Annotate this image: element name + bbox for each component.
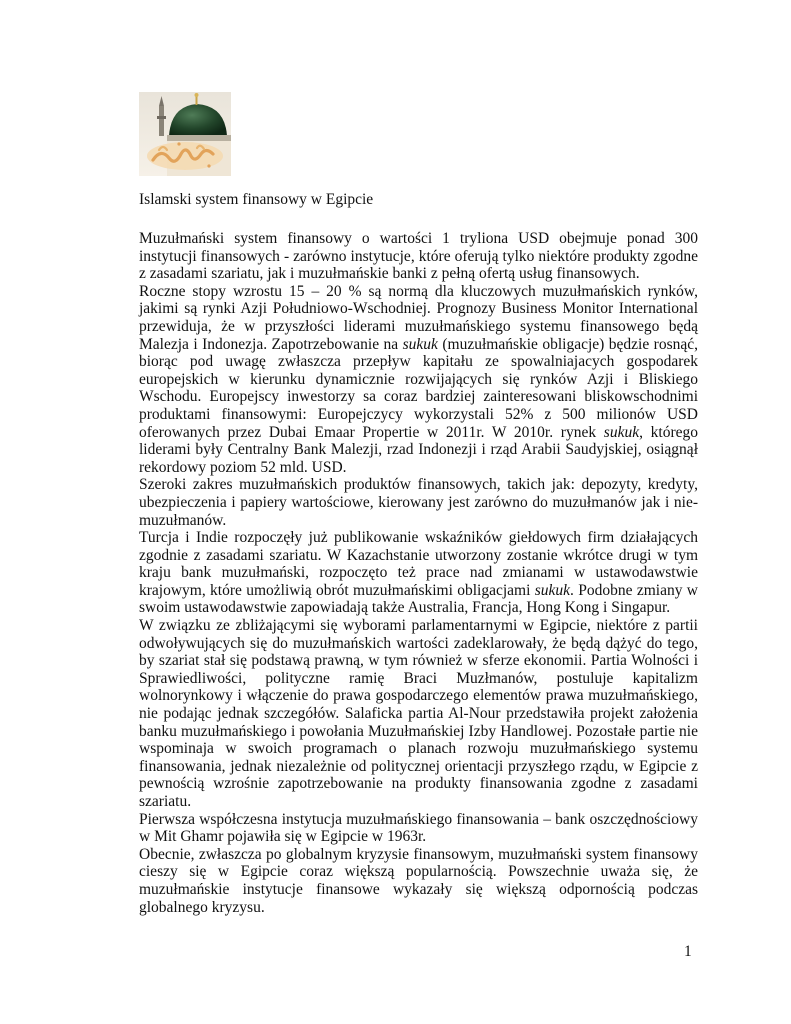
- body-paragraph: [139, 846, 698, 916]
- body-text: [139, 230, 698, 916]
- paragraph-text: , którego liderami były Centralny Bank Malezji, rzad Indonezji i rząd Arabii Saudyjskiej, osiągnął rekordowy poziom 52 mld. USD.: [139, 423, 698, 476]
- paragraph-text: Roczne stopy wzrostu 15 – 20 % są normą dla kluczowych muzułmańskich rynków, jakimi są rynki Azji Południowo-Wschodniej. Prognozy Business Monitor International przewiduja, że w przyszłości liderami muzułmańskiego systemu finansowego będą Malezja i Indonezja. Zapotrzebowanie na: [139, 282, 698, 353]
- italic-term: sukuk: [402, 335, 438, 353]
- paragraph-text: W związku ze zbliżającymi się wyborami parlamentarnymi w Egipcie, niektóre z partii odwoływujących się do muzułmańskich wartości zadeklarowały, że będą dążyć do tego, by szariat stał się podstawą prawną, w tym również w sferze ekonomii. Partia Wolności i Sprawiedliwości, polityczne ramię Braci Muzłmanów, postuluje kapitalizm wolnorynkowy i włączenie do prawa gospodarczego elementów prawa muzułmańskiego, nie podając jednak szczegółów. Salaficka partia Al-Nour przedstawiła projekt założenia banku muzułmańskiego i powołania Muzułmańskiej Izby Handlowej. Pozostałe partie nie wspominaja w swoich programach o planach rozwoju muzułmańskiego systemu finansowania, jednak niezależnie od politycznej orientacji przyszłego rządu, w Egipcie z pewnością wzrośnie zapotrzebowanie na produkty finansowania zgodne z zasadami szariatu.: [139, 617, 698, 810]
- page-number: 1: [684, 943, 692, 960]
- paragraph-text: (muzułmańskie obligacje) będzie rosnąć, biorąc pod uwagę zwłaszcza przepływ kapitału ze spowalniajacych gospodarek europejskich w kierunku dynamicznie rozwijających się rynków Azji i Bliskiego Wschodu. Europejscy inwestorzy sa coraz bardziej zainteresowani bliskowschodnimi produktami finansowymi: Europejczycy wykorzystali 52% z 500 milionów USD oferowanych przez Dubai Emaar Propertie w 2011r. W 2010r. rynek: [139, 335, 698, 441]
- document-title: Islamski system finansowy w Egipcie: [139, 191, 374, 208]
- mosque-logo-image: [139, 92, 231, 176]
- body-paragraph: [139, 617, 698, 811]
- body-paragraph: [139, 283, 698, 477]
- paragraph-text: . Podobne zmiany w swoim ustawodawstwie zapowiadają także Australia, Francja, Hong Kong i Singapur.: [139, 581, 698, 617]
- mosque-dome-icon: [139, 92, 231, 176]
- body-paragraph: [139, 529, 698, 617]
- paragraph-text: Pierwsza współczesna instytucja muzułmańskiego finansowania – bank oszczędnościowy w Mit Ghamr pojawiła się w Egipcie w 1963r.: [139, 810, 698, 846]
- paragraph-text: Turcja i Indie rozpoczęły już publikowanie wskaźników giełdowych firm działających zgodnie z zasadami szariatu. W Kazachstanie utworzony zostanie wkrótce drugi w tym kraju bank muzułmański, rozpoczęto też prace nad zmianami w ustawodawstwie krajowym, które umożliwią obrót muzułmańskimi obligacjami: [139, 529, 698, 599]
- italic-term: sukuk: [603, 423, 640, 441]
- body-paragraph: [139, 476, 698, 529]
- paragraph-text: Szeroki zakres muzułmańskich produktów finansowych, takich jak: depozyty, kredyty, ubezpieczenia i papiery wartościowe, kierowany jest zarówno do muzułmanów jak i nie-muzułmanów.: [139, 476, 698, 529]
- paragraph-text: Obecnie, zwłaszcza po globalnym kryzysie finansowym, muzułmański system finansowy cieszy się w Egipcie coraz większą popularnością. Powszechnie uważa się, że muzułmańskie instytucje finansowe wykazały się większą odpornością podczas globalnego kryzysu.: [139, 845, 698, 916]
- body-paragraph: [139, 811, 698, 846]
- italic-term: sukuk: [534, 581, 571, 599]
- paragraph-text: Muzułmański system finansowy o wartości 1 tryliona USD obejmuje ponad 300 instytucji finansowych - zarówno instytucje, które oferują tylko niektóre produkty zgodne z zasadami szariatu, jak i muzułmańskie banki z pełną ofertą usług finansowych.: [139, 230, 698, 283]
- body-paragraph: [139, 230, 698, 283]
